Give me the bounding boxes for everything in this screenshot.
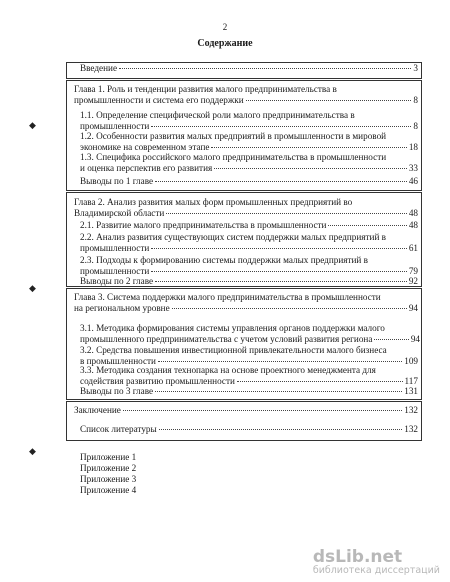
toc-leader-dots — [328, 225, 406, 226]
toc-entry-text: экономике на современном этапе — [80, 141, 210, 152]
toc-entry-row — [80, 276, 418, 287]
toc-leader-dots — [123, 410, 402, 411]
toc-entry-text: содействия развитию промышленности — [80, 375, 235, 386]
toc-entry-text: на региональном уровне — [74, 302, 170, 313]
toc-entry-text: 2.2. Анализ развития существующих систем поддержки малых предприятий в — [80, 232, 387, 242]
toc-entry-row — [80, 243, 418, 254]
toc-entry-text: 2.1. Развитие малого предпринимательства в промышленности — [80, 220, 327, 230]
toc-entry-text: промышленности — [80, 265, 150, 276]
toc-page-number: 61 — [408, 242, 418, 253]
toc-entry-text: Выводы по 2 главе — [80, 276, 154, 286]
toc-entry-text: 1.1. Определение специфической роли малого предпринимательства в — [80, 110, 355, 120]
toc-page-number: 132 — [404, 405, 418, 415]
toc-entry-row — [80, 334, 420, 345]
toc-leader-dots — [159, 429, 403, 430]
watermark — [313, 547, 440, 576]
toc-entry — [80, 276, 418, 287]
toc-leader-dots — [211, 147, 406, 148]
toc-leader-dots — [166, 213, 407, 214]
toc-leader-dots — [151, 248, 406, 249]
toc-entry-row — [80, 142, 418, 153]
toc-leader-dots — [155, 391, 402, 392]
toc-entry-text: Введение — [80, 63, 118, 73]
toc-entry-row — [80, 176, 418, 187]
toc-page-number: 92 — [408, 276, 418, 286]
toc-leader-dots — [151, 271, 406, 272]
toc-page-number: 48 — [408, 220, 418, 230]
toc-entry-text: Список литературы — [80, 424, 157, 434]
toc-entry — [80, 424, 418, 435]
toc-leader-dots — [374, 339, 408, 340]
toc-entry — [80, 386, 418, 397]
toc-title: Содержание — [197, 38, 253, 49]
toc-entry-row — [80, 220, 418, 231]
toc-entry-row — [80, 163, 418, 174]
toc-leader-dots — [172, 308, 407, 309]
toc-entry-row — [74, 208, 418, 219]
appendix-item: Приложение 1 — [80, 452, 137, 462]
hole-punch-mark: ◆ — [29, 120, 36, 130]
toc-entry-text: 2.3. Подходы к формированию системы поддержки малых предприятий в — [80, 255, 368, 265]
toc-entry — [80, 220, 418, 231]
toc-page-number: 132 — [404, 424, 418, 434]
toc-leader-dots — [151, 126, 411, 127]
toc-page-number: 94 — [410, 333, 420, 344]
toc-entry — [80, 131, 418, 152]
watermark-tagline: библиотека диссертаций — [312, 565, 440, 576]
toc-entry-row — [74, 95, 418, 106]
toc-page-number: 109 — [404, 355, 418, 366]
toc-entry — [80, 152, 418, 173]
toc-entry-text: 3.2. Средства повышения инвестиционной привлекательности малого бизнеса — [80, 345, 387, 355]
toc-entry — [80, 63, 418, 74]
toc-page-number: 48 — [408, 207, 418, 218]
toc-entry-row — [80, 376, 418, 387]
toc-entry-text: Глава 3. Система поддержки малого предпринимательства в промышленности — [74, 292, 381, 302]
toc-entry — [74, 197, 418, 218]
toc-entry-text: 1.2. Особенности развития малых предприятий в промышленности в мировой — [80, 131, 387, 141]
toc-leader-dots — [155, 181, 407, 182]
toc-page-number: 8 — [413, 94, 418, 105]
toc-entry — [80, 232, 418, 253]
toc-leader-dots — [214, 168, 407, 169]
toc-entry-text: Глава 2. Анализ развития малых форм промышленных предприятий во — [74, 197, 353, 207]
toc-entry-row — [80, 266, 418, 277]
toc-entry-text: промышленности — [80, 120, 150, 131]
toc-entry-row — [80, 121, 418, 132]
appendix-item: Приложение 4 — [80, 485, 137, 495]
toc-leader-dots — [158, 361, 402, 362]
toc-page-number: 131 — [404, 386, 418, 396]
toc-leader-dots — [246, 100, 412, 101]
hole-punch-mark: ◆ — [29, 446, 36, 456]
toc-leader-dots — [155, 281, 407, 282]
toc-entry-text: промышленного предпринимательства с учетом условий развития региона — [80, 333, 373, 344]
toc-entry-text: 3.1. Методика формирования системы управления органов поддержки малого — [80, 323, 385, 333]
appendix-item: Приложение 3 — [80, 474, 137, 484]
toc-entry — [80, 365, 418, 386]
toc-entry-text: 1.3. Специфика российского малого предпринимательства в промышленности — [80, 152, 387, 162]
toc-entry-text: Глава 1. Роль и тенденции развития малого предпринимательства в — [74, 84, 337, 94]
hole-punch-mark: ◆ — [29, 283, 36, 293]
toc-entry — [74, 292, 418, 313]
toc-page-number: 79 — [408, 265, 418, 276]
toc-leader-dots — [237, 381, 403, 382]
toc-page-number: 18 — [408, 141, 418, 152]
toc-entry-text: Владимирской области — [74, 207, 165, 218]
toc-page-number: 33 — [408, 162, 418, 173]
appendix-item: Приложение 2 — [80, 463, 137, 473]
toc-entry-text: промышленности и система его поддержки — [74, 94, 244, 105]
toc-entry-text: и оценка перспектив его развития — [80, 162, 213, 173]
toc-entry-text: Заключение — [74, 405, 121, 415]
toc-entry — [80, 323, 420, 344]
toc-entry-row — [80, 424, 418, 435]
toc-entry-row — [74, 405, 418, 416]
page-number: 2 — [222, 22, 228, 32]
toc-entry — [80, 255, 418, 276]
toc-entry-row — [80, 63, 418, 74]
toc-entry-text: Выводы по 3 главе — [80, 386, 154, 396]
toc-entry — [80, 110, 418, 131]
toc-leader-dots — [119, 68, 411, 69]
toc-page-number: 117 — [404, 375, 418, 386]
toc-entry-text: промышленности — [80, 242, 150, 253]
toc-page-number: 46 — [408, 176, 418, 186]
toc-entry — [80, 345, 418, 366]
toc-entry — [74, 84, 418, 105]
toc-page-number: 3 — [413, 63, 418, 73]
toc-entry-row — [80, 386, 418, 397]
toc-entry-text: в промышленности — [80, 355, 156, 366]
watermark-brand: dsLib.net — [312, 547, 403, 567]
toc-entry — [80, 176, 418, 187]
toc-page-number: 8 — [413, 120, 418, 131]
toc-entry-text: 3.3. Методика создания технопарка на основе проектного менеджмента для — [80, 365, 376, 375]
toc-entry-row — [74, 303, 418, 314]
toc-entry — [74, 405, 418, 416]
toc-entry-text: Выводы по 1 главе — [80, 176, 154, 186]
toc-page-number: 94 — [408, 302, 418, 313]
